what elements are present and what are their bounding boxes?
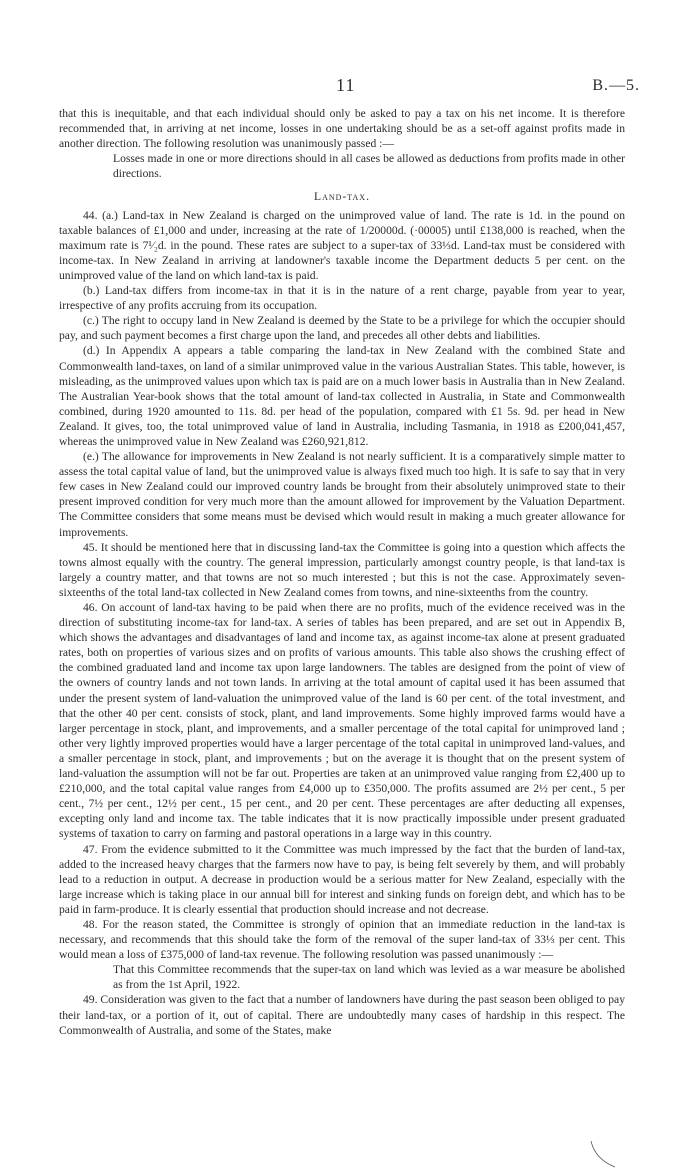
section-heading-land-tax: Land-tax. — [314, 190, 370, 204]
pen-mark — [589, 1139, 619, 1169]
paragraph-44d: (d.) In Appendix A appears a table comparing the land-tax in New Zealand with the combined State and Commonwealth land-taxes, on land of a similar unimproved value in the various Australian States. This table, however, is misleading, as the unimproved values upon which tax is paid are on a much lower basis in Australia than in New Zealand. The Australian Year-book shows that the total amount of land-tax collected in Australia, in State and Commonwealth combined, during 1920 amounted to 11s. 8d. per head of the population, compared with £1 5s. 9d. per head in New Zealand. It gives, too, the total unimproved value of land in Australia, including Tasmania, in 1918 as £200,041,457, whereas the unimproved value in New Zealand was £260,921,812. — [59, 344, 625, 448]
paragraph-49: 49. Consideration was given to the fact that a number of landowners have during the past season been obliged to pay their land-tax, or a portion of it, out of capital. There are undoubtedly many cases of hardship in this respect. The Commonwealth of Australia, and some of the States, make — [59, 993, 625, 1037]
page-header — [0, 75, 700, 102]
paragraph-46: 46. On account of land-tax having to be paid when there are no profits, much of the evidence received was in the direction of substituting income-tax for land-tax. A series of tables has been prepared, and are set out in Appendix B, which shows the advantages and disadvantages of land and income tax, as against income-tax alone at present graduated rates, both on properties of various sizes and on profits of various amounts. This table also shows the crushing effect of the combined graduated land and income tax upon large landowners. The tables are designed from the point of view of the owners of country lands and not town lands. In arriving at the total amount of capital used it has been assumed that under the present system of land-valuation the unimproved value of the land is 60 per cent. of the total investment, and that the other 40 per cent. consists of stock, plant, and land improvements. Some highly improved farms would have a larger percentage in stock, plant, and improvements, and a smaller percentage of the total capital for unimproved land ; other very lightly improved properties would have a larger percentage of the total capital in unimproved land-values, and a smaller percentage in stock, plant, and improvements ; but on the average it is thought that on the present system of land-valuation the assumption will not be far out. Properties are taken at an unimproved value ranging from £2,400 up to £210,000, and the total capital value ranges from £4,000 up to £350,000. The profits assumed are 2½ per cent., 5 per cent., 7½ per cent., 12½ per cent., 15 per cent., and 20 per cent. These percentages are after deducting all expenses, excepting only land and income tax. The table indicates that it is now practically impossible under present graduated systems of taxation to carry on farming and pastoral operations in a large way in this country. — [59, 601, 625, 841]
page-number: 11 — [336, 75, 356, 95]
paragraph-intro: that this is inequitable, and that each individual should only be asked to pay a tax on his net income. It is therefore recommended that, in arriving at net income, losses in one undertaking should be as a set-off against profits made in another direction. The following resolution was unanimously passed :— — [59, 107, 625, 151]
paragraph-44c: (c.) The right to occupy land in New Zealand is deemed by the State to be a privilege for which the occupier should pay, and such payment becomes a first charge upon the land, and precedes all other debts and liabilities. — [59, 314, 625, 343]
resolution-losses: Losses made in one or more directions should in all cases be allowed as deductions from profits made in other directions. — [113, 152, 625, 181]
document-body — [59, 106, 625, 1038]
paragraph-44b: (b.) Land-tax differs from income-tax in that it is in the nature of a rent charge, payable from year to year, irrespective of any profits accruing from its occupation. — [59, 284, 625, 313]
paragraph-45: 45. It should be mentioned here that in discussing land-tax the Committee is going into a question which affects the towns almost equally with the country. The general impression, particularly amongst country people, is that land-tax is largely a country matter, and that towns are not so much interested ; but this is not the case. Approximately seven-sixteenths of the total land-tax collected in New Zealand comes from towns, and nine-sixteenths from the country. — [59, 540, 625, 599]
paragraph-48: 48. For the reason stated, the Committee is strongly of opinion that an immediate reduction in the land-tax is necessary, and recommends that this should take the form of the removal of the super land-tax of 33⅓ per cent. This would mean a loss of £375,000 of land-tax revenue. The following resolution was passed unanimously :— — [59, 917, 625, 962]
paragraph-44a: 44. (a.) Land-tax in New Zealand is charged on the unimproved value of land. The rate is 1d. in the pound on taxable balances of £1,000 and under, increasing at the rate of 1/20000d. (·00005) until £138,000 is reached, when the maximum rate is 7¹⁄₂d. in the pound. These rates are subject to a super-tax of 33⅓d. Land-tax must be considered with income-tax. In New Zealand in arriving at landowner's taxable income the Department deducts 5 per cent. on the unimproved value of the land on which land-tax is paid. — [59, 208, 625, 282]
resolution-super-tax: That this Committee recommends that the super-tax on land which was levied as a war measure be abolished as from the 1st April, 1922. — [113, 963, 625, 992]
document-reference: B.—5. — [592, 77, 640, 94]
paragraph-44e: (e.) The allowance for improvements in New Zealand is not nearly sufficient. It is a comparatively simple matter to assess the total capital value of land, but the unimproved value is always fixed much too high. It is safe to say that in very few cases in New Zealand could our improved country lands be brought from their absolutely unimproved state to their present improved condition for very much more than the amount allowed for improvement by the Valuation Department. The Committee considers that some means must be devised which would result in making a much greater allowance for improvements. — [59, 450, 625, 539]
paragraph-47: 47. From the evidence submitted to it the Committee was much impressed by the fact that the burden of land-tax, added to the increased heavy charges that the farmers now have to pay, is being felt severely by them, and will probably lead to a reduction in output. A decrease in production would be a serious matter for New Zealand, especially with the large increase which is taking place in our annual bill for interest and sinking funds on foreign debt, and which has to be paid in farm-produce. It is clearly essential that production should increase and not decrease. — [59, 842, 625, 916]
